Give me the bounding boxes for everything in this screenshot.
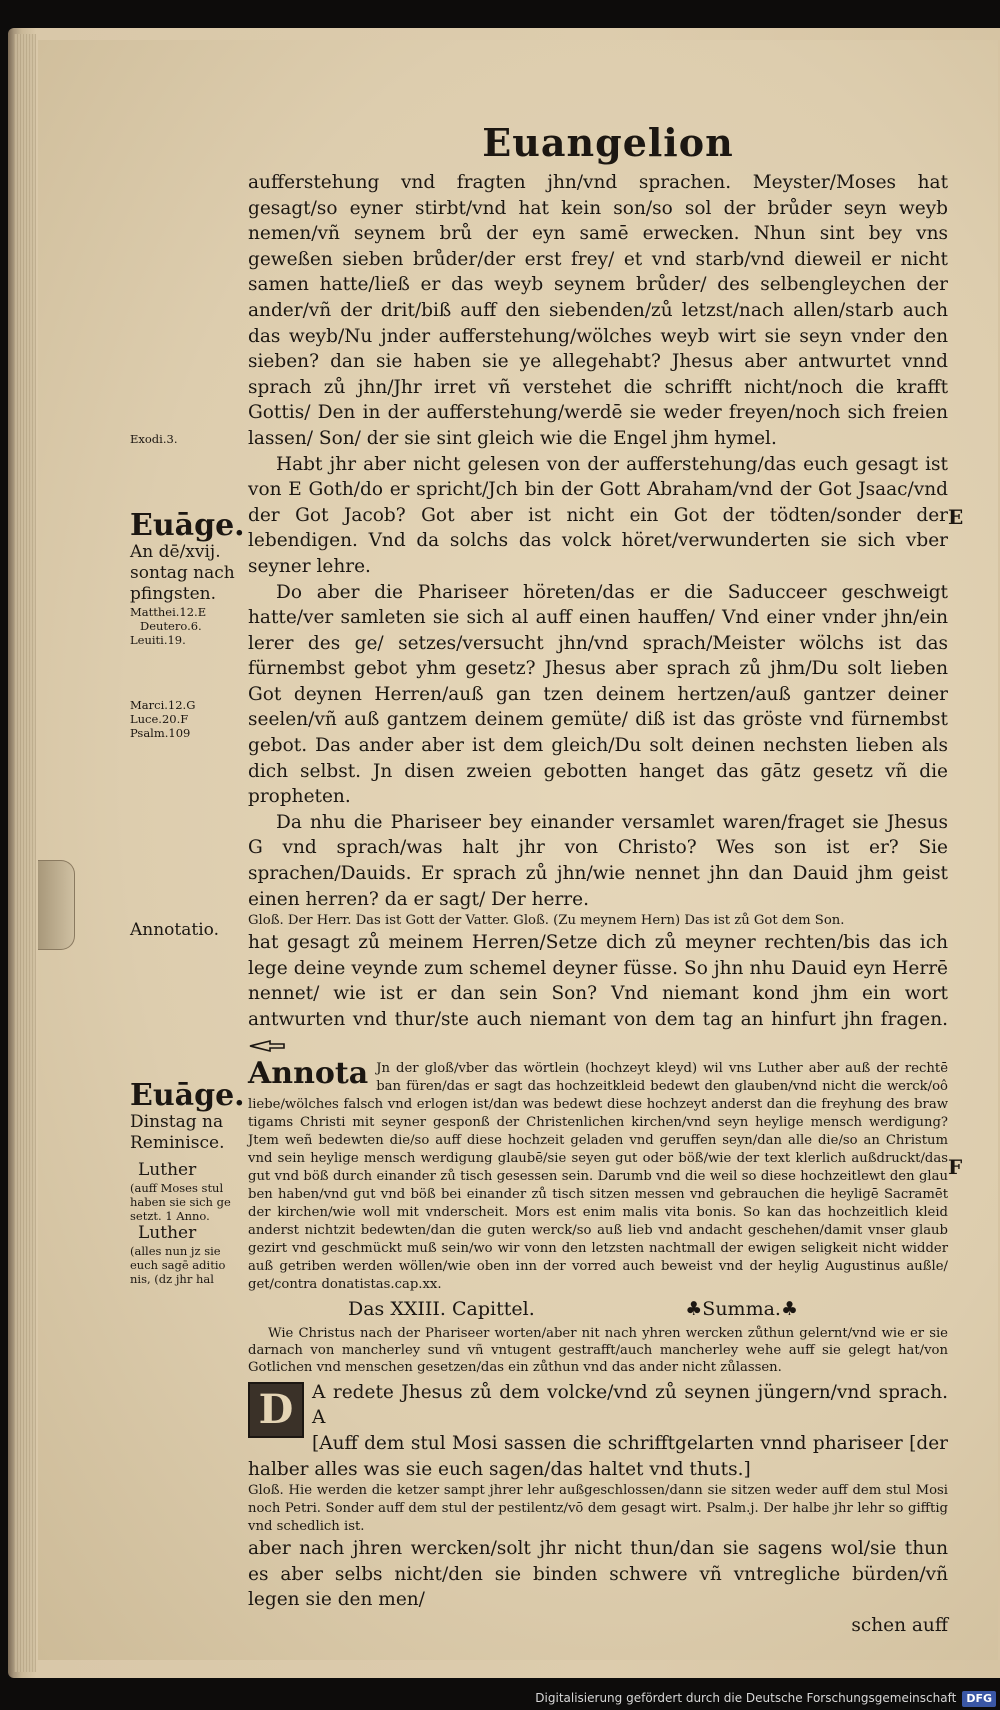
margin-luther-text: haben sie sich ge bbox=[130, 1195, 231, 1209]
margin-refs-2 bbox=[130, 698, 255, 740]
margin-ref: Marci.12.G bbox=[130, 698, 196, 712]
running-head: Euangelion bbox=[482, 120, 734, 165]
margin-luther-text: (alles nun jz sie bbox=[130, 1244, 221, 1258]
annota-text: Jn der gloß/vber das wörtlein (hochzeyt kleyd) wil vns Luther aber auß der rechtē ban füren/das er sagt das hochzeitkleid bedewt den glauben/vnd nicht die werck/oô liebe/wölches falsch vnd erlogen ist/dan was bedewt diese hochzeyt anderst dan die freyhung des braw tigams Christi mit seyner gesponß der Christenlichen kirchen/vnd seyn heylige mensch werdigung? Jtem weñ bedewten die/so auff diese hochzeit geladen vnd geruffen seyn/dan alle die/so an Christum vnd sein heylige mensch werdigung glaubē/sie seyen gut oder böß/wie der text klerlich außdruckt/das gut vnd böß durch einander zů tisch gesessen sein. Darumb vnd die weil so diese hochzeitlewt den glau ben haben/vnd gut vnd böß bei einander zů tisch sitzen messen vnd gebrauchen die heyligē Sacramēt der kirchen/wie woll mit vnderscheit. Mors est enim malis vita bonis. So kan das hochzeitlich kleid anderst nichtzit bedewten/dan die guten werck/so auß lieb vnd andacht geschehen/damit vnser glaub gezirt vnd geschmückt muß sein/wo wir vonn den letzsten nachtmall der ewigen seligkeit nicht widder auß getriben werden wöllen/wie oben inn der vorred auch beweist vnd der heylig Augustinus außle/ get/contra donatistas.cap.xx. bbox=[248, 1061, 948, 1293]
margin-evange-line: Dinstag na bbox=[130, 1112, 224, 1132]
footer-text: Digitalisierung gefördert durch die Deutsche Forschungsgemeinschaft bbox=[535, 1691, 957, 1705]
dfg-logo: DFG bbox=[962, 1691, 996, 1707]
clover-icon: ♣ bbox=[685, 1298, 703, 1321]
digitization-footer bbox=[0, 1686, 1000, 1710]
paragraph-text: hat gesagt zů meinem Herren/Setze dich zů meyner rechten/bis das ich lege deine veynde zum schemel deyner füsse. So jhn nhu Dauid eyn Herrē nennet/ wie ist er dan sein Son? Vnd niemant kond jhm ein wort antwurten vnd thur/ste auch niemant von dem tag an hinfurt jhn fragen. bbox=[248, 932, 948, 1030]
summa-heading bbox=[685, 1297, 798, 1323]
page-edges bbox=[14, 34, 36, 1672]
margin-luther-text: (auff Moses stul bbox=[130, 1181, 224, 1195]
margin-ref: Matthei.12.E bbox=[130, 605, 207, 619]
margin-exodus: Exodi.3. bbox=[130, 432, 178, 446]
chapter-continuation: aber nach jhren wercken/solt jhr nicht thun/dan sie sagens wol/sie thun es aber selbs nicht/den sie binden schwere vñ vntregliche bürden/vñ legen sie den men/ bbox=[248, 1538, 948, 1611]
margin-evange-line: sontag nach bbox=[130, 563, 235, 583]
margin-letter-right: F bbox=[948, 1155, 963, 1179]
margin-evange-line: pfingsten. bbox=[130, 584, 217, 604]
chapter-opening: A redete Jhesus zů dem volcke/vnd zů seynen jüngern/vnd sprach. A bbox=[312, 1381, 948, 1429]
margin-luther-text: nis, (dz jhr hal bbox=[130, 1272, 214, 1286]
book-page bbox=[38, 40, 998, 1660]
margin-gospel-1 bbox=[130, 510, 255, 647]
margin-luther: Luther bbox=[138, 1160, 197, 1180]
margin-evange-line: An dē/xvij. bbox=[130, 542, 221, 562]
chapter-bracket-text: [Auff dem stul Mosi sassen die schrifftgelarten vnnd phariseer [der halber alles was sie euch sagen/das haltet vnd thuts.] bbox=[248, 1432, 948, 1480]
margin-annotatio: Annotatio. bbox=[130, 920, 219, 940]
summa-text: Wie Christus nach der Phariseer worten/aber nit nach yhren wercken zůthun gelernt/vnd wie er sie darnach von mancherley sund vñ vntugent gestrafft/auch mancherley wehe auff sie gelegt hat/von Gotlichen vnd menschen gesetzen/das ein zůthun vnd das ander nicht zůlassen. bbox=[248, 1325, 948, 1375]
paragraph: Do aber die Phariseer höreten/das er die Saducceer geschweigt hatte/ver samleten sie sich al auff einen hauffen/ Vnd einer vnder jhn/ein lerer des ge/ setzes/versucht jhn/vnd sprach/Meister wölchs ist das fürnembst gebot yhm gesetz? Jhesus aber sprach zů jhm/Du solt lieben Got deynen Herren/auß gan tzen deinem hertzen/auß gantzer deiner seelen/vñ auß gantzem deinem gemüte/ diß ist das gröste vnd fürnembst gebot. Das ander aber ist dem gleich/Du solt deinen nechsten lieben als dich selbst. Jn disen zweien gebotten hanget das gātz gesetz vñ die propheten. bbox=[248, 581, 948, 808]
chapter-body bbox=[248, 1380, 948, 1639]
gloss-line: Gloß. Der Herr. Das ist Gott der Vatter. Gloß. (Zu meynem Hern) Das ist zů Got dem Son. bbox=[248, 913, 845, 929]
margin-gospel-2 bbox=[130, 1080, 255, 1286]
paragraph bbox=[248, 930, 948, 1058]
decorated-initial: D bbox=[248, 1382, 304, 1438]
chapter-heading-row bbox=[248, 1297, 948, 1323]
margin-evange-title: Euāge. bbox=[130, 508, 245, 543]
pointing-hand-icon bbox=[248, 1037, 288, 1055]
margin-luther-text: euch sagē aditio bbox=[130, 1258, 226, 1272]
margin-evange-title: Euāge. bbox=[130, 1078, 245, 1113]
page-tab-marker bbox=[38, 860, 75, 950]
clover-icon: ♣ bbox=[780, 1298, 798, 1321]
chapter-title: Das XXIII. Capittel. bbox=[348, 1298, 535, 1321]
gloss-two: Gloß. Hie werden die ketzer sampt jhrer lehr außgeschlossen/dann sie sitzen weder auff dem stul Mosi noch Petri. Sonder auff dem stul der pestilentz/vō dem gesagt wirt. Psalm.j. Der halbe jhr lehr so gifftig vnd schedlich ist. bbox=[248, 1483, 948, 1535]
annota-title: Annota bbox=[248, 1056, 369, 1092]
margin-luther: Luther bbox=[138, 1223, 197, 1243]
paragraph: Habt jhr aber nicht gelesen von der aufferstehung/das euch gesagt ist von E Goth/do er spricht/Jch bin der Gott Abraham/vnd der Got Jsaac/vnd der Got Jacob? Got aber ist nicht ein Got der tödten/sonder der lebendigen. Vnd da solchs das volck höret/verwunderten sie sich vber seyner lehre. bbox=[248, 453, 948, 577]
margin-evange-line: Reminisce. bbox=[130, 1133, 225, 1153]
catchword: schen auff bbox=[851, 1614, 948, 1636]
margin-ref: Deutero.6. bbox=[140, 619, 202, 633]
main-text-column bbox=[248, 170, 948, 1639]
margin-luther-text: setzt. 1 Anno. bbox=[130, 1209, 210, 1223]
annota-block bbox=[248, 1056, 948, 1294]
paragraph: Da nhu die Phariseer bey einander versamlet waren/fraget sie Jhesus G vnd sprach/was halt jhr von Christo? Wes son ist er? Sie sprachen/Dauids. Er sprach zů jhn/wie nennet jhn dan Dauid jhm geist einen herren? da er sagt/ Der herre. bbox=[248, 811, 948, 910]
paragraph: aufferstehung vnd fragten jhn/vnd sprachen. Meyster/Moses hat gesagt/so eyner stirbt/vnd hat kein son/so sol der brůder seyn weyb nemen/vñ seynem brů der eyn samē erwecken. Nhun sint bey vns geweßen sieben brůder/der erst frey/ et vnd starb/vnd dieweil er nicht samen hatte/ließ er das weyb seynem brůder/ des selbengleychen der ander/vñ der drit/biß auff den siebenden/zů letzst/nach allen/starb auch das weyb/Nu jnder aufferstehung/wölches weyb wirt sie seyn vnder den sieben? dan sie haben sie ye allegehabt? Jhesus aber antwurtet vnnd sprach zů jhn/Jhr irret vñ verstehet die schrifft nicht/noch die krafft Gottis/ Den in der aufferstehung/werdē sie weder freyen/noch sich freien lassen/ Son/ der sie sint gleich wie die Engel jhm hymel. bbox=[248, 172, 948, 449]
margin-letter-right: E bbox=[948, 505, 964, 529]
margin-ref: Luce.20.F bbox=[130, 712, 189, 726]
margin-ref: Leuiti.19. bbox=[130, 633, 186, 647]
summa-label: Summa. bbox=[702, 1298, 781, 1321]
margin-ref: Psalm.109 bbox=[130, 726, 191, 740]
